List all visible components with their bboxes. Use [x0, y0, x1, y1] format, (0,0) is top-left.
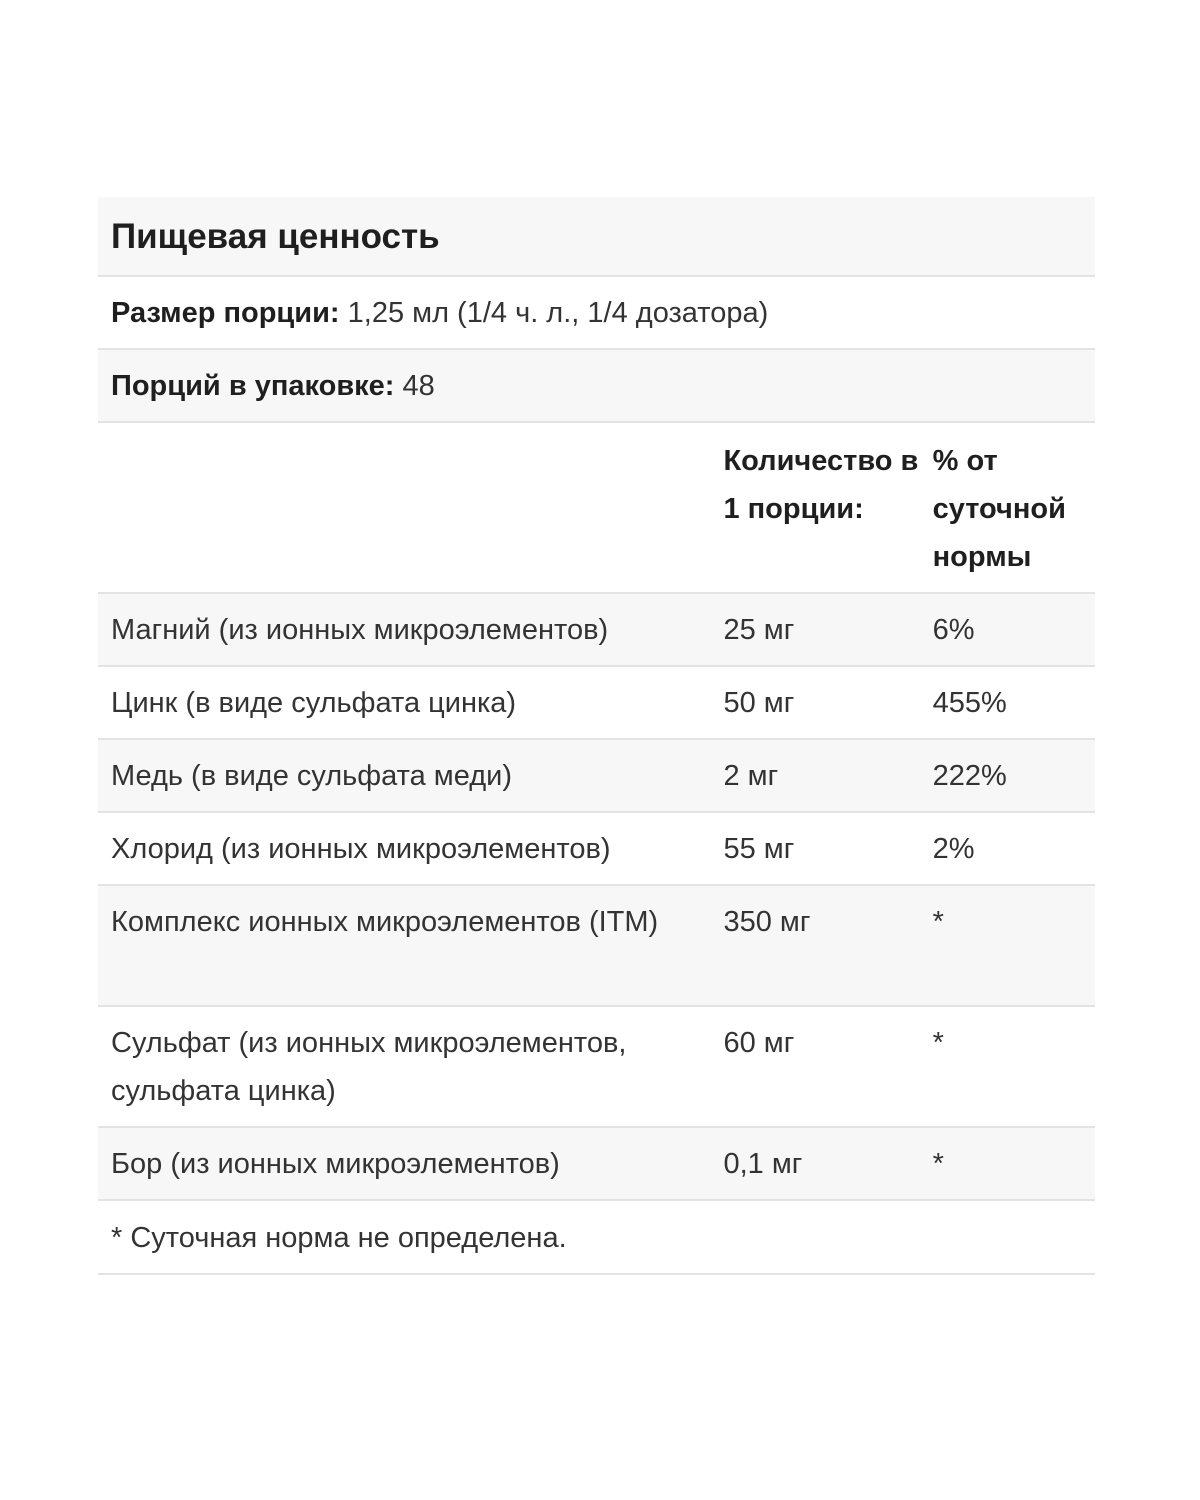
nutrient-amount: 60 мг [723, 1027, 795, 1059]
table-row [98, 594, 1095, 667]
serving-size-value: 1,25 мл (1/4 ч. л., 1/4 дозатора) [347, 297, 769, 329]
nutrient-amount: 50 мг [723, 687, 795, 719]
nutrient-amount: 2 мг [723, 760, 779, 792]
table-row [98, 1007, 1095, 1128]
nutrient-amount: 55 мг [723, 833, 795, 865]
nutrition-title-row [98, 197, 1095, 277]
serving-size-label: Размер порции: [111, 297, 340, 329]
table-row [98, 667, 1095, 740]
nutrient-name: Цинк (в виде сульфата цинка) [111, 687, 517, 719]
nutrient-amount: 0,1 мг [723, 1148, 803, 1180]
nutrient-daily-value: 455% [932, 687, 1007, 719]
nutrient-daily-value: 6% [932, 614, 975, 646]
nutrition-facts-panel [98, 197, 1095, 1275]
table-header-row [98, 423, 1095, 594]
nutrient-name: Сульфат (из ионных микроэлементов, сульфата цинка) [111, 1027, 627, 1107]
nutrient-daily-value: 2% [932, 833, 975, 865]
nutrient-daily-value: * [932, 906, 944, 938]
nutrient-amount: 350 мг [723, 906, 811, 938]
table-row [98, 813, 1095, 886]
nutrient-name: Хлорид (из ионных микроэлементов) [111, 833, 611, 865]
nutrient-amount: 25 мг [723, 614, 795, 646]
table-row [98, 740, 1095, 813]
table-row [98, 1128, 1095, 1201]
nutrient-daily-value: * [932, 1027, 944, 1059]
nutrition-title: Пищевая ценность [111, 217, 440, 256]
servings-per-container-row [98, 350, 1095, 423]
table-row [98, 886, 1095, 1007]
nutrient-daily-value: * [932, 1148, 944, 1180]
nutrient-name: Медь (в виде сульфата меди) [111, 760, 512, 792]
nutrient-daily-value: 222% [932, 760, 1007, 792]
footnote-row [98, 1201, 1095, 1275]
header-daily-value: % от суточной нормы [932, 445, 1066, 573]
header-name [111, 437, 723, 592]
nutrient-name: Комплекс ионных микроэлементов (ITM) [111, 906, 659, 938]
serving-size-row [98, 277, 1095, 350]
footnote: * Суточная норма не определена. [111, 1222, 567, 1254]
servings-per-container-label: Порций в упаковке: [111, 370, 395, 402]
servings-per-container-value: 48 [402, 370, 435, 402]
nutrient-name: Магний (из ионных микроэлементов) [111, 614, 609, 646]
header-amount: Количество в 1 порции: [723, 445, 919, 525]
nutrient-name: Бор (из ионных микроэлементов) [111, 1148, 560, 1180]
